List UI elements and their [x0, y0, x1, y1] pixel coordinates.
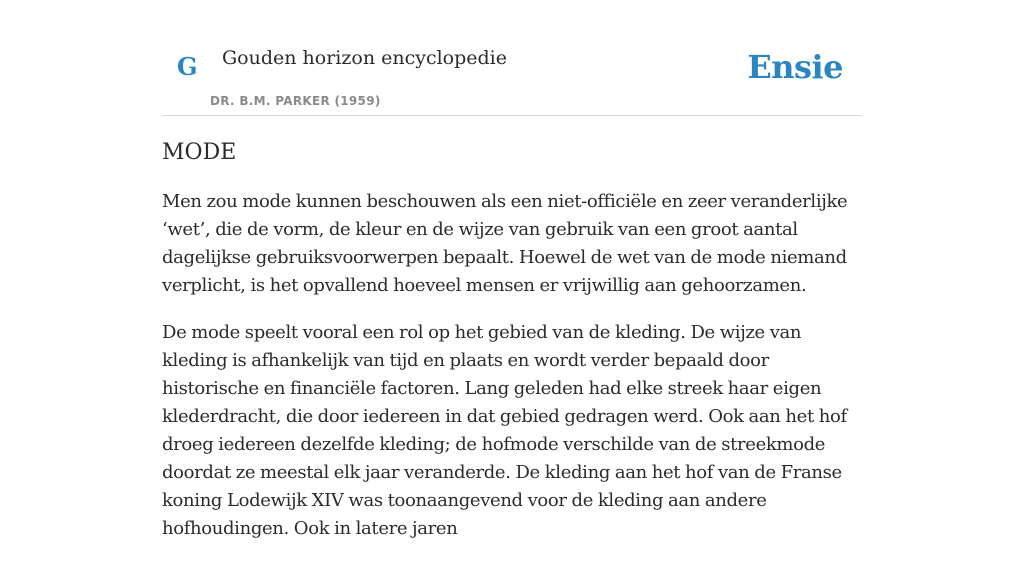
article	[162, 140, 862, 562]
book-author: DR. B.M. PARKER (1959)	[210, 94, 381, 108]
book-logo-icon[interactable]: G	[177, 52, 198, 81]
page-header	[162, 0, 862, 116]
article-title: MODE	[162, 140, 237, 165]
article-paragraph: De mode speelt vooral een rol op het gebied van de kleding. De wijze van kleding is afhankelijk van tijd en plaats en wordt verder bepaald door historische en financiële factoren. Lang geleden had elke streek haar eigen klederdracht, die door iedereen in dat gebied gedragen werd. Ook aan het hof droeg iedereen dezelfde kleding; de hofmode verschilde van de streekmode doordat ze meestal elk jaar veranderde. De kleding aan het hof van de Franse koning Lodewijk XIV was toonaangevend voor de kleding aan andere hofhoudingen. Ook in latere jaren	[162, 322, 847, 540]
article-paragraph: Men zou mode kunnen beschouwen als een niet-officiële en zeer veranderlijke ‘wet’, die de vorm, de kleur en de wijze van gebruik van een groot aantal dagelijkse gebruiksvoorwerpen bepaalt. Hoewel de wet van de mode niemand verplicht, is het opvallend hoeveel mensen er vrijwillig aan gehoorzamen.	[162, 191, 848, 297]
book-title-link[interactable]: Gouden horizon encyclopedie	[222, 47, 507, 69]
ensie-logo[interactable]: Ensie	[747, 48, 843, 86]
